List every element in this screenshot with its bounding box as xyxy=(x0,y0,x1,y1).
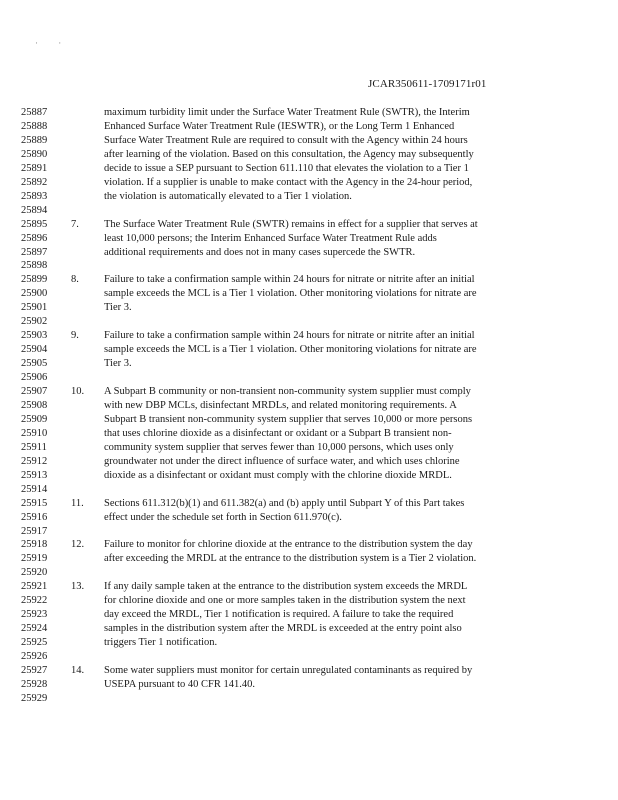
document-line xyxy=(0,399,618,413)
document-line xyxy=(0,650,618,664)
line-text: USEPA pursuant to 40 CFR 141.40. xyxy=(104,678,256,690)
document-line xyxy=(0,301,618,315)
line-text: that uses chlorine dioxide as a disinfectant or oxidant or a Subpart B transient non- xyxy=(104,427,452,439)
document-line xyxy=(0,622,618,636)
document-line xyxy=(0,636,618,650)
line-number: 25894 xyxy=(21,204,48,216)
line-text: Tier 3. xyxy=(104,302,132,314)
line-number: 25927 xyxy=(21,665,48,676)
scan-specks: · · xyxy=(35,38,62,48)
line-number: 25909 xyxy=(21,413,48,425)
line-number: 25903 xyxy=(21,330,48,342)
line-text: sample exceeds the MCL is a Tier 1 violation. Other monitoring violations for nitrate are xyxy=(104,344,477,356)
line-text: Some water suppliers must monitor for certain unregulated contaminants as required by xyxy=(104,665,473,676)
document-line xyxy=(0,385,618,399)
document-line xyxy=(0,315,618,329)
line-text: The Surface Water Treatment Rule (SWTR) remains in effect for a supplier that serves at xyxy=(104,218,478,230)
line-text: community system supplier that serves fewer than 10,000 persons, which uses only xyxy=(104,441,454,453)
document-line xyxy=(0,357,618,371)
line-number: 25905 xyxy=(21,358,48,370)
document-line xyxy=(0,678,618,692)
line-number: 25899 xyxy=(21,274,48,286)
line-text: A Subpart B community or non-transient non-community system supplier must comply xyxy=(104,386,471,397)
line-number: 25920 xyxy=(21,567,48,579)
line-number: 25911 xyxy=(21,441,47,453)
document-line xyxy=(0,552,618,566)
document-line xyxy=(0,538,618,552)
document-line xyxy=(0,106,618,120)
line-number: 25907 xyxy=(21,386,48,397)
line-text: day exceed the MRDL, Tier 1 notification is required. A failure to take the required xyxy=(104,609,454,621)
line-text: dioxide as a disinfectant or oxidant must comply with the chlorine dioxide MRDL. xyxy=(104,469,452,481)
line-text: violation. If a supplier is unable to make contact with the Agency in the 24-hour period, xyxy=(104,176,473,188)
line-number: 25914 xyxy=(21,483,48,495)
line-text: least 10,000 persons; the Interim Enhanced Surface Water Treatment Rule adds xyxy=(104,232,437,244)
item-number: 14. xyxy=(71,665,85,676)
document-line xyxy=(0,204,618,218)
line-number: 25917 xyxy=(21,525,48,537)
line-number: 25890 xyxy=(21,148,48,160)
line-number: 25928 xyxy=(21,678,48,690)
line-number: 25919 xyxy=(21,553,48,565)
line-text: Failure to take a confirmation sample within 24 hours for nitrate or nitrite after an initial xyxy=(104,274,475,286)
line-number: 25892 xyxy=(21,176,48,188)
line-number: 25929 xyxy=(21,692,48,704)
document-line xyxy=(0,455,618,469)
item-number: 9. xyxy=(71,330,79,342)
line-text: samples in the distribution system after the MRDL is exceeded at the entry point also xyxy=(104,623,462,635)
line-text: Surface Water Treatment Rule are required to consult with the Agency within 24 hours xyxy=(104,134,468,146)
document-line xyxy=(0,371,618,385)
document-id-header: JCAR350611-1709171r01 xyxy=(368,78,487,90)
line-number: 25908 xyxy=(21,399,48,411)
document-line xyxy=(0,469,618,483)
document-line xyxy=(0,497,618,511)
document-line xyxy=(0,566,618,580)
document-line xyxy=(0,259,618,273)
item-number: 11. xyxy=(71,497,84,509)
line-number: 25924 xyxy=(21,623,48,635)
document-line xyxy=(0,692,618,706)
line-text: groundwater not under the direct influence of surface water, and which uses chlorine xyxy=(104,455,460,467)
line-number: 25926 xyxy=(21,651,48,663)
line-number: 25918 xyxy=(21,539,48,551)
line-text: for chlorine dioxide and one or more samples taken in the distribution system the next xyxy=(104,595,466,607)
line-number: 25921 xyxy=(21,581,48,593)
line-number: 25915 xyxy=(21,497,48,509)
line-text: If any daily sample taken at the entrance to the distribution system exceeds the MRDL xyxy=(104,581,468,593)
line-text: Sections 611.312(b)(1) and 611.382(a) and (b) apply until Subpart Y of this Part takes xyxy=(104,497,465,509)
line-number: 25887 xyxy=(21,107,48,118)
document-line xyxy=(0,120,618,134)
line-number: 25895 xyxy=(21,218,48,230)
line-text: Subpart B transient non-community system supplier that serves 10,000 or more persons xyxy=(104,413,473,425)
line-number: 25906 xyxy=(21,372,48,384)
item-number: 13. xyxy=(71,581,85,593)
line-number: 25896 xyxy=(21,232,48,244)
line-text: decide to issue a SEP pursuant to Section 611.110 that elevates the violation to a Tier 1 xyxy=(104,162,469,174)
document-line xyxy=(0,176,618,190)
document-line xyxy=(0,162,618,176)
line-number: 25891 xyxy=(21,162,48,174)
line-number: 25910 xyxy=(21,427,48,439)
document-line xyxy=(0,232,618,246)
line-number: 25902 xyxy=(21,316,48,328)
document-line xyxy=(0,148,618,162)
line-number: 25922 xyxy=(21,595,48,607)
document-line xyxy=(0,580,618,594)
document-line xyxy=(0,511,618,525)
item-number: 10. xyxy=(71,386,85,397)
document-line xyxy=(0,134,618,148)
document-line xyxy=(0,329,618,343)
line-number: 25925 xyxy=(21,637,48,649)
line-text: effect under the schedule set forth in Section 611.970(c). xyxy=(104,511,342,523)
line-text: the violation is automatically elevated to a Tier 1 violation. xyxy=(104,190,352,202)
line-text: after learning of the violation. Based on this consultation, the Agency may subsequently xyxy=(104,148,474,160)
line-number: 25913 xyxy=(21,469,48,481)
document-line xyxy=(0,608,618,622)
document-line xyxy=(0,343,618,357)
document-line xyxy=(0,273,618,287)
document-line xyxy=(0,483,618,497)
line-number: 25923 xyxy=(21,609,48,621)
line-number: 25898 xyxy=(21,260,48,272)
line-text: maximum turbidity limit under the Surface Water Treatment Rule (SWTR), the Interim xyxy=(104,107,470,118)
line-text: Tier 3. xyxy=(104,358,132,370)
document-line xyxy=(0,664,618,678)
line-text: triggers Tier 1 notification. xyxy=(104,637,218,649)
line-number: 25900 xyxy=(21,288,48,300)
line-text: Enhanced Surface Water Treatment Rule (IESWTR), or the Long Term 1 Enhanced xyxy=(104,120,455,132)
line-number: 25893 xyxy=(21,190,48,202)
item-number: 8. xyxy=(71,274,79,286)
line-number: 25904 xyxy=(21,344,48,356)
line-text: additional requirements and does not in many cases supercede the SWTR. xyxy=(104,246,416,258)
document-line xyxy=(0,218,618,232)
document-line xyxy=(0,413,618,427)
line-number: 25901 xyxy=(21,302,48,314)
line-number: 25897 xyxy=(21,246,48,258)
line-text: sample exceeds the MCL is a Tier 1 violation. Other monitoring violations for nitrate are xyxy=(104,288,477,300)
document-line xyxy=(0,525,618,539)
document-line xyxy=(0,246,618,260)
line-number: 25889 xyxy=(21,134,48,146)
line-number: 25888 xyxy=(21,120,48,132)
document-line xyxy=(0,594,618,608)
document-line xyxy=(0,287,618,301)
line-text: Failure to monitor for chlorine dioxide at the entrance to the distribution system the day xyxy=(104,539,473,551)
document-line xyxy=(0,441,618,455)
line-number: 25916 xyxy=(21,511,48,523)
line-text: after exceeding the MRDL at the entrance to the distribution system is a Tier 2 violation. xyxy=(104,553,477,565)
document-line xyxy=(0,427,618,441)
line-text: with new DBP MCLs, disinfectant MRDLs, and related monitoring requirements. A xyxy=(104,399,457,411)
item-number: 7. xyxy=(71,218,79,230)
line-number: 25912 xyxy=(21,455,48,467)
document-line xyxy=(0,190,618,204)
line-text: Failure to take a confirmation sample within 24 hours for nitrate or nitrite after an initial xyxy=(104,330,475,342)
item-number: 12. xyxy=(71,539,85,551)
